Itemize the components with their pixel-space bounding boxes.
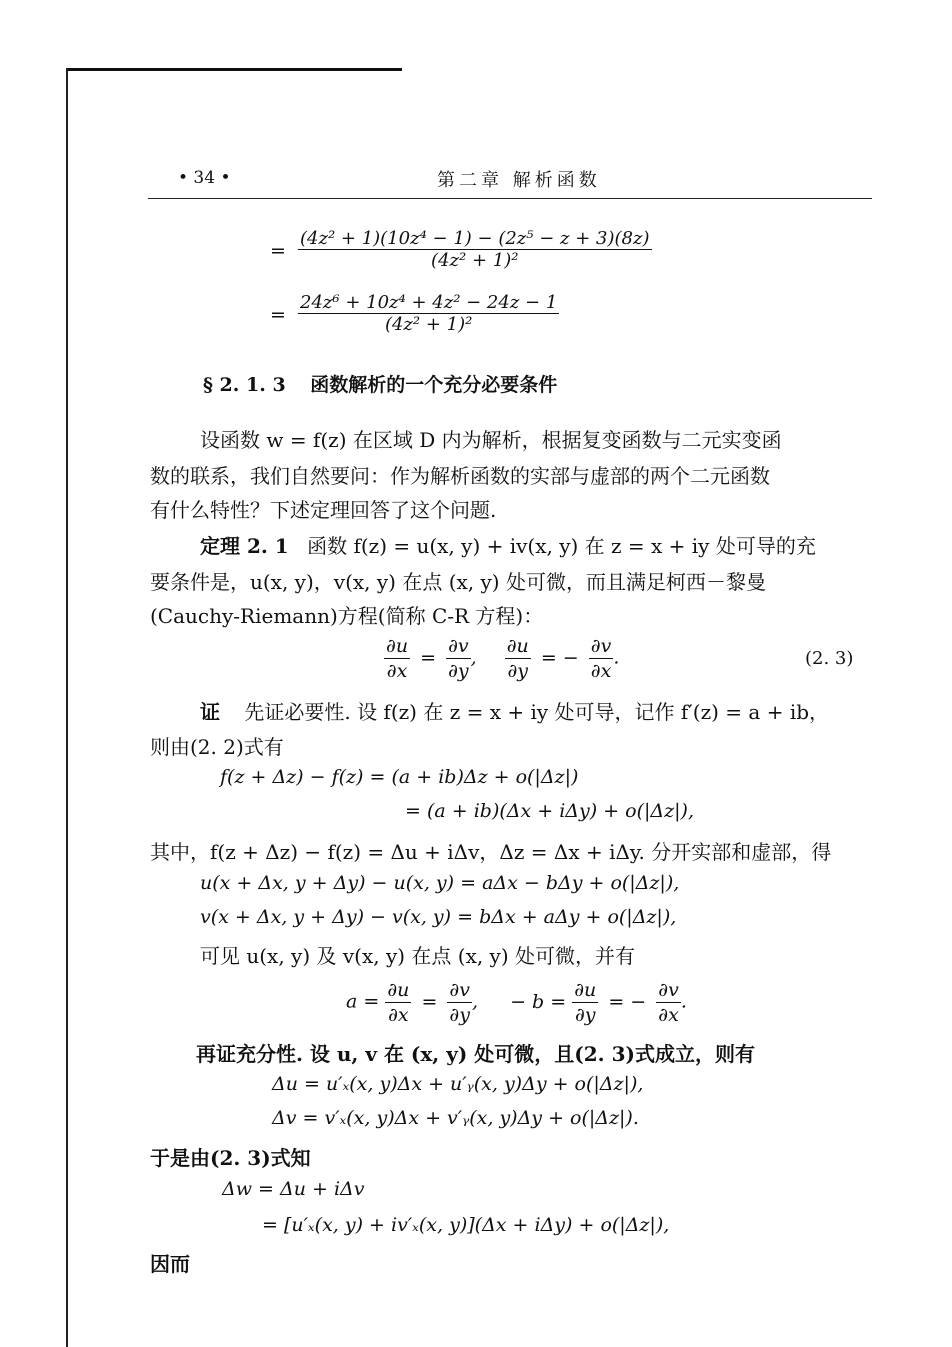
proof-eq-5: Δu = u′ₓ(x, y)Δx + u′ᵧ(x, y)Δy + o(|Δz|), xyxy=(272,1073,644,1095)
section-heading xyxy=(203,370,557,397)
proof-label: 证 xyxy=(200,700,220,724)
theorem-line-2: 要条件是，u(x, y)，v(x, y) 在点 (x, y) 处可微，而且满足柯西－黎曼 xyxy=(150,570,766,594)
proof-line-3: 其中，f(z + Δz) − f(z) = Δu + iΔv，Δz = Δx + iΔy. 分开实部和虚部，得 xyxy=(150,840,832,864)
scan-edge-top xyxy=(68,68,402,71)
proof-text-1: 先证必要性. 设 f(z) 在 z = x + iy 处可导，记作 f′(z) = a + ib， xyxy=(244,700,830,724)
proof-line-1 xyxy=(200,696,829,725)
section-title: 函数解析的一个充分必要条件 xyxy=(310,374,558,396)
proof-eq-1: f(z + Δz) − f(z) = (a + ib)Δz + o(|Δz|) xyxy=(220,766,579,788)
chapter-header: 第二章 解析函数 xyxy=(437,170,601,191)
page-number: • 34 • xyxy=(178,168,231,188)
header-rule xyxy=(148,198,872,199)
fraction-1-numerator: (4z² + 1)(10z⁴ − 1) − (2z⁵ − z + 3)(8z) xyxy=(300,228,650,249)
fraction-2-numerator: 24z⁶ + 10z⁴ + 4z² − 24z − 1 xyxy=(300,292,558,313)
proof-eq-8: = [u′ₓ(x, y) + iv′ₓ(x, y)](Δx + iΔy) + o(|Δz|), xyxy=(262,1214,670,1236)
cr-du-dy: $\frac{\partial u}{\partial y}$ xyxy=(506,635,529,682)
fraction-1 xyxy=(298,228,652,271)
equals-sign-2: = xyxy=(270,304,286,326)
intro-line-1: 设函数 w = f(z) 在区域 D 内为解析，根据复变函数与二元实变函 xyxy=(200,428,782,452)
theorem-line-1 xyxy=(200,530,816,559)
theorem-text-1: 函数 f(z) = u(x, y) + iv(x, y) 在 z = x + iy 处可导的充 xyxy=(307,534,816,558)
theorem-label: 定理 2. 1 xyxy=(200,534,289,558)
pd-du-dx: $\frac{\partial u}{\partial x}$ xyxy=(387,979,410,1026)
proof-line-5: 再证充分性. 设 u, v 在 (x, y) 处可微，且(2. 3)式成立，则有 xyxy=(196,1042,755,1066)
fraction-2-denominator: (4z² + 1)² xyxy=(298,313,559,335)
cr-du-dx: $\frac{\partial u}{\partial x}$ xyxy=(386,635,409,682)
cr-dv-dy: $\frac{\partial v}{\partial y}$ xyxy=(448,635,469,682)
proof-eq-2: = (a + ib)(Δx + iΔy) + o(|Δz|), xyxy=(405,800,694,822)
proof-eq-3: u(x + Δx, y + Δy) − u(x, y) = aΔx − bΔy + o(|Δz|), xyxy=(200,872,680,894)
fraction-2 xyxy=(298,292,559,335)
section-number: § 2. 1. 3 xyxy=(203,374,286,396)
cr-dv-dx: $\frac{\partial v}{\partial x}$ xyxy=(590,635,612,682)
partial-derivative-relation: a = $\frac{\partial u}{\partial x}$ = $\frac{\partial v}{\partial y}$ , − b = $\frac{\partial u}{\partial y}$ = − $\frac{\partial v}{\partial x}$ . xyxy=(346,979,687,1026)
theorem-line-3: (Cauchy-Riemann)方程(简称 C-R 方程)： xyxy=(150,604,544,628)
pd-dv-dy: $\frac{\partial v}{\partial y}$ xyxy=(449,979,470,1026)
proof-line-6: 于是由(2. 3)式知 xyxy=(150,1146,311,1170)
pd-dv-dx: $\frac{\partial v}{\partial x}$ xyxy=(658,979,679,1026)
proof-eq-4: v(x + Δx, y + Δy) − v(x, y) = bΔx + aΔy + o(|Δz|), xyxy=(200,906,677,928)
equation-number: (2. 3) xyxy=(805,648,854,669)
proof-line-7: 因而 xyxy=(150,1252,190,1276)
pd-du-dy: $\frac{\partial u}{\partial y}$ xyxy=(574,979,597,1026)
proof-eq-6: Δv = v′ₓ(x, y)Δx + v′ᵧ(x, y)Δy + o(|Δz|). xyxy=(272,1107,639,1129)
equals-sign-1: = xyxy=(270,240,286,262)
proof-line-2: 则由(2. 2)式有 xyxy=(150,735,284,759)
proof-eq-7: Δw = Δu + iΔv xyxy=(222,1178,365,1200)
cr-equations: $\frac{\partial u}{\partial x}$ = $\frac{\partial v}{\partial y}$ , $\frac{\partial u}{\partial y}$ = − $\frac{\partial v}{\partial x}$ . xyxy=(386,635,620,682)
intro-line-3: 有什么特性？下述定理回答了这个问题. xyxy=(150,498,497,522)
scan-edge-left xyxy=(66,68,68,1347)
intro-line-2: 数的联系，我们自然要问：作为解析函数的实部与虚部的两个二元函数 xyxy=(150,464,770,488)
proof-line-4: 可见 u(x, y) 及 v(x, y) 在点 (x, y) 处可微，并有 xyxy=(200,944,636,968)
fraction-1-denominator: (4z² + 1)² xyxy=(298,249,652,271)
